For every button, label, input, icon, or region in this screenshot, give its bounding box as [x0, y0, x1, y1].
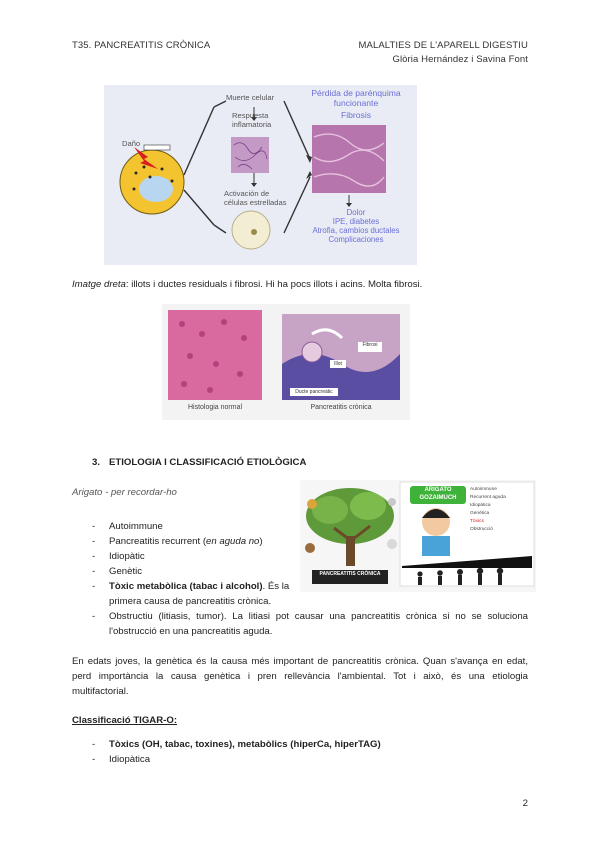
- caption-text: : illots i ductes residuals i fibrosi. Hi ha pocs illots i acins. Molta fibrosi.: [125, 279, 423, 290]
- histology-normal-label: Histologia normal: [187, 404, 243, 411]
- list1-item-toxic-post: . És la: [262, 581, 290, 592]
- arigato-title-1: ARIGATO: [424, 487, 452, 493]
- list2-item-toxics-bold: Tòxics (OH, tabac, toxines), metabòlics (hiperCa, hiperTAG): [109, 739, 381, 750]
- list1-dash: -: [92, 551, 96, 562]
- outcomes-list: [300, 208, 412, 244]
- chronic-pancreatitis-label: Pancreatitis crònica: [310, 404, 372, 411]
- atrofia-label: Atrofia, cambios ductales: [312, 226, 400, 235]
- section-number: 3.: [92, 457, 101, 468]
- list1-item-recurrent-italic: en aguda no: [206, 536, 260, 547]
- paragraph-line-2: perd importància la causa genètica i pren rellevància l'ambiental. Tot i això, és una etiologia: [72, 671, 528, 682]
- header-left: T35. PANCREATITIS CRÒNICA: [72, 40, 211, 51]
- arigato-item: Tòxics: [470, 519, 484, 524]
- paragraph-line-1: En edats joves, la genètica és la causa més important de pancreatitis crònica. Quan s'avança en edat,: [72, 656, 528, 667]
- activacion-label: Activación de células estrelladas: [224, 189, 287, 207]
- histology-figure: [162, 304, 410, 420]
- dano-label: Daño: [122, 139, 141, 148]
- header-right-top: MALALTIES DE L'APARELL DIGESTIU: [358, 40, 528, 51]
- list2-dash: -: [92, 754, 96, 765]
- list1-dash: -: [92, 611, 96, 622]
- respuesta-label: Respuesta inflamatoria: [232, 111, 272, 129]
- list1-item-recurrent: [109, 535, 263, 550]
- list1-item-obstructive: Obstructiu (litiasis, tumor). La litiasi pot causar una pancreatitis crònica si no se soluciona: [109, 611, 528, 622]
- perdida-label: Pérdida de parénquima funcionante: [311, 88, 401, 108]
- pathogenesis-figure: [104, 85, 417, 265]
- header-right-bottom: Glòria Hernández i Savina Font: [392, 54, 528, 65]
- arigato-item: Autoimmune: [470, 487, 497, 492]
- arigato-item: Obstrucció: [470, 527, 493, 532]
- fibrosis-label: Fibrosis: [340, 110, 372, 120]
- arigato-title-2: GOZAIMUCH: [419, 495, 457, 501]
- list2-dash: -: [92, 739, 96, 750]
- dolor-label: Dolor: [346, 208, 366, 217]
- list2-item-toxics: [109, 738, 381, 753]
- list1-item-recurrent-post: ): [259, 536, 263, 547]
- list1-item-idiopatic: Idiopàtic: [109, 551, 145, 562]
- muerte-label: Muerte celular: [226, 93, 275, 102]
- list1-item-toxic-bold: Tòxic metabòlica (tabac i alcohol): [109, 581, 263, 592]
- list1-dash: -: [92, 536, 96, 547]
- image-caption: [72, 278, 422, 293]
- list1-dash: -: [92, 581, 96, 592]
- caption-label: Imatge dreta: [72, 279, 126, 290]
- list1-item-recurrent-pre: Pancreatitis recurrent (: [109, 536, 207, 547]
- tag-fibrosis: Fibrosi: [362, 342, 378, 348]
- ipe-label: IPE, diabetes: [332, 217, 380, 226]
- mnemonic-text: [72, 486, 177, 501]
- arigato-list: [470, 486, 532, 534]
- list1-item-toxic-cont: primera causa de pancreatitis crònica.: [109, 596, 272, 607]
- complicaciones-label: Complicaciones: [328, 235, 384, 244]
- list1-dash: -: [92, 521, 96, 532]
- mnemonic-label: Arigato - per recordar-ho: [72, 487, 177, 498]
- page-number: 2: [522, 798, 528, 809]
- tag-illot: Illot: [334, 361, 342, 367]
- list1-dash: -: [92, 566, 96, 577]
- list1-item-autoimmune: Autoimmune: [109, 521, 163, 532]
- arigato-item: Idiopàtica: [470, 503, 491, 508]
- section-title: ETIOLOGIA I CLASSIFICACIÓ ETIOLÒGICA: [109, 457, 307, 468]
- list1-item-toxic: [109, 580, 289, 595]
- list1-item-genetic: Genètic: [109, 566, 143, 577]
- tag-ducte: Ducte pancreàtic: [295, 389, 333, 395]
- list2-item-idiopatica: Idiopàtica: [109, 754, 151, 765]
- arigato-figure: [300, 480, 536, 592]
- arigato-item: Recurrent aguda: [470, 495, 506, 500]
- histology-images: [162, 304, 410, 420]
- arigato-item: Genètica: [470, 511, 490, 516]
- classification-title-text: Classificació TIGAR-O:: [72, 715, 178, 726]
- classification-title: [72, 714, 177, 729]
- paragraph-line-3: multifactorial.: [72, 686, 129, 697]
- arigato-title: [410, 486, 466, 502]
- tree-label: PANCREATITIS CRÒNICA: [319, 571, 381, 577]
- list1-item-obstructive-cont: l'obstrucció en una pancreatitis aguda.: [109, 626, 273, 637]
